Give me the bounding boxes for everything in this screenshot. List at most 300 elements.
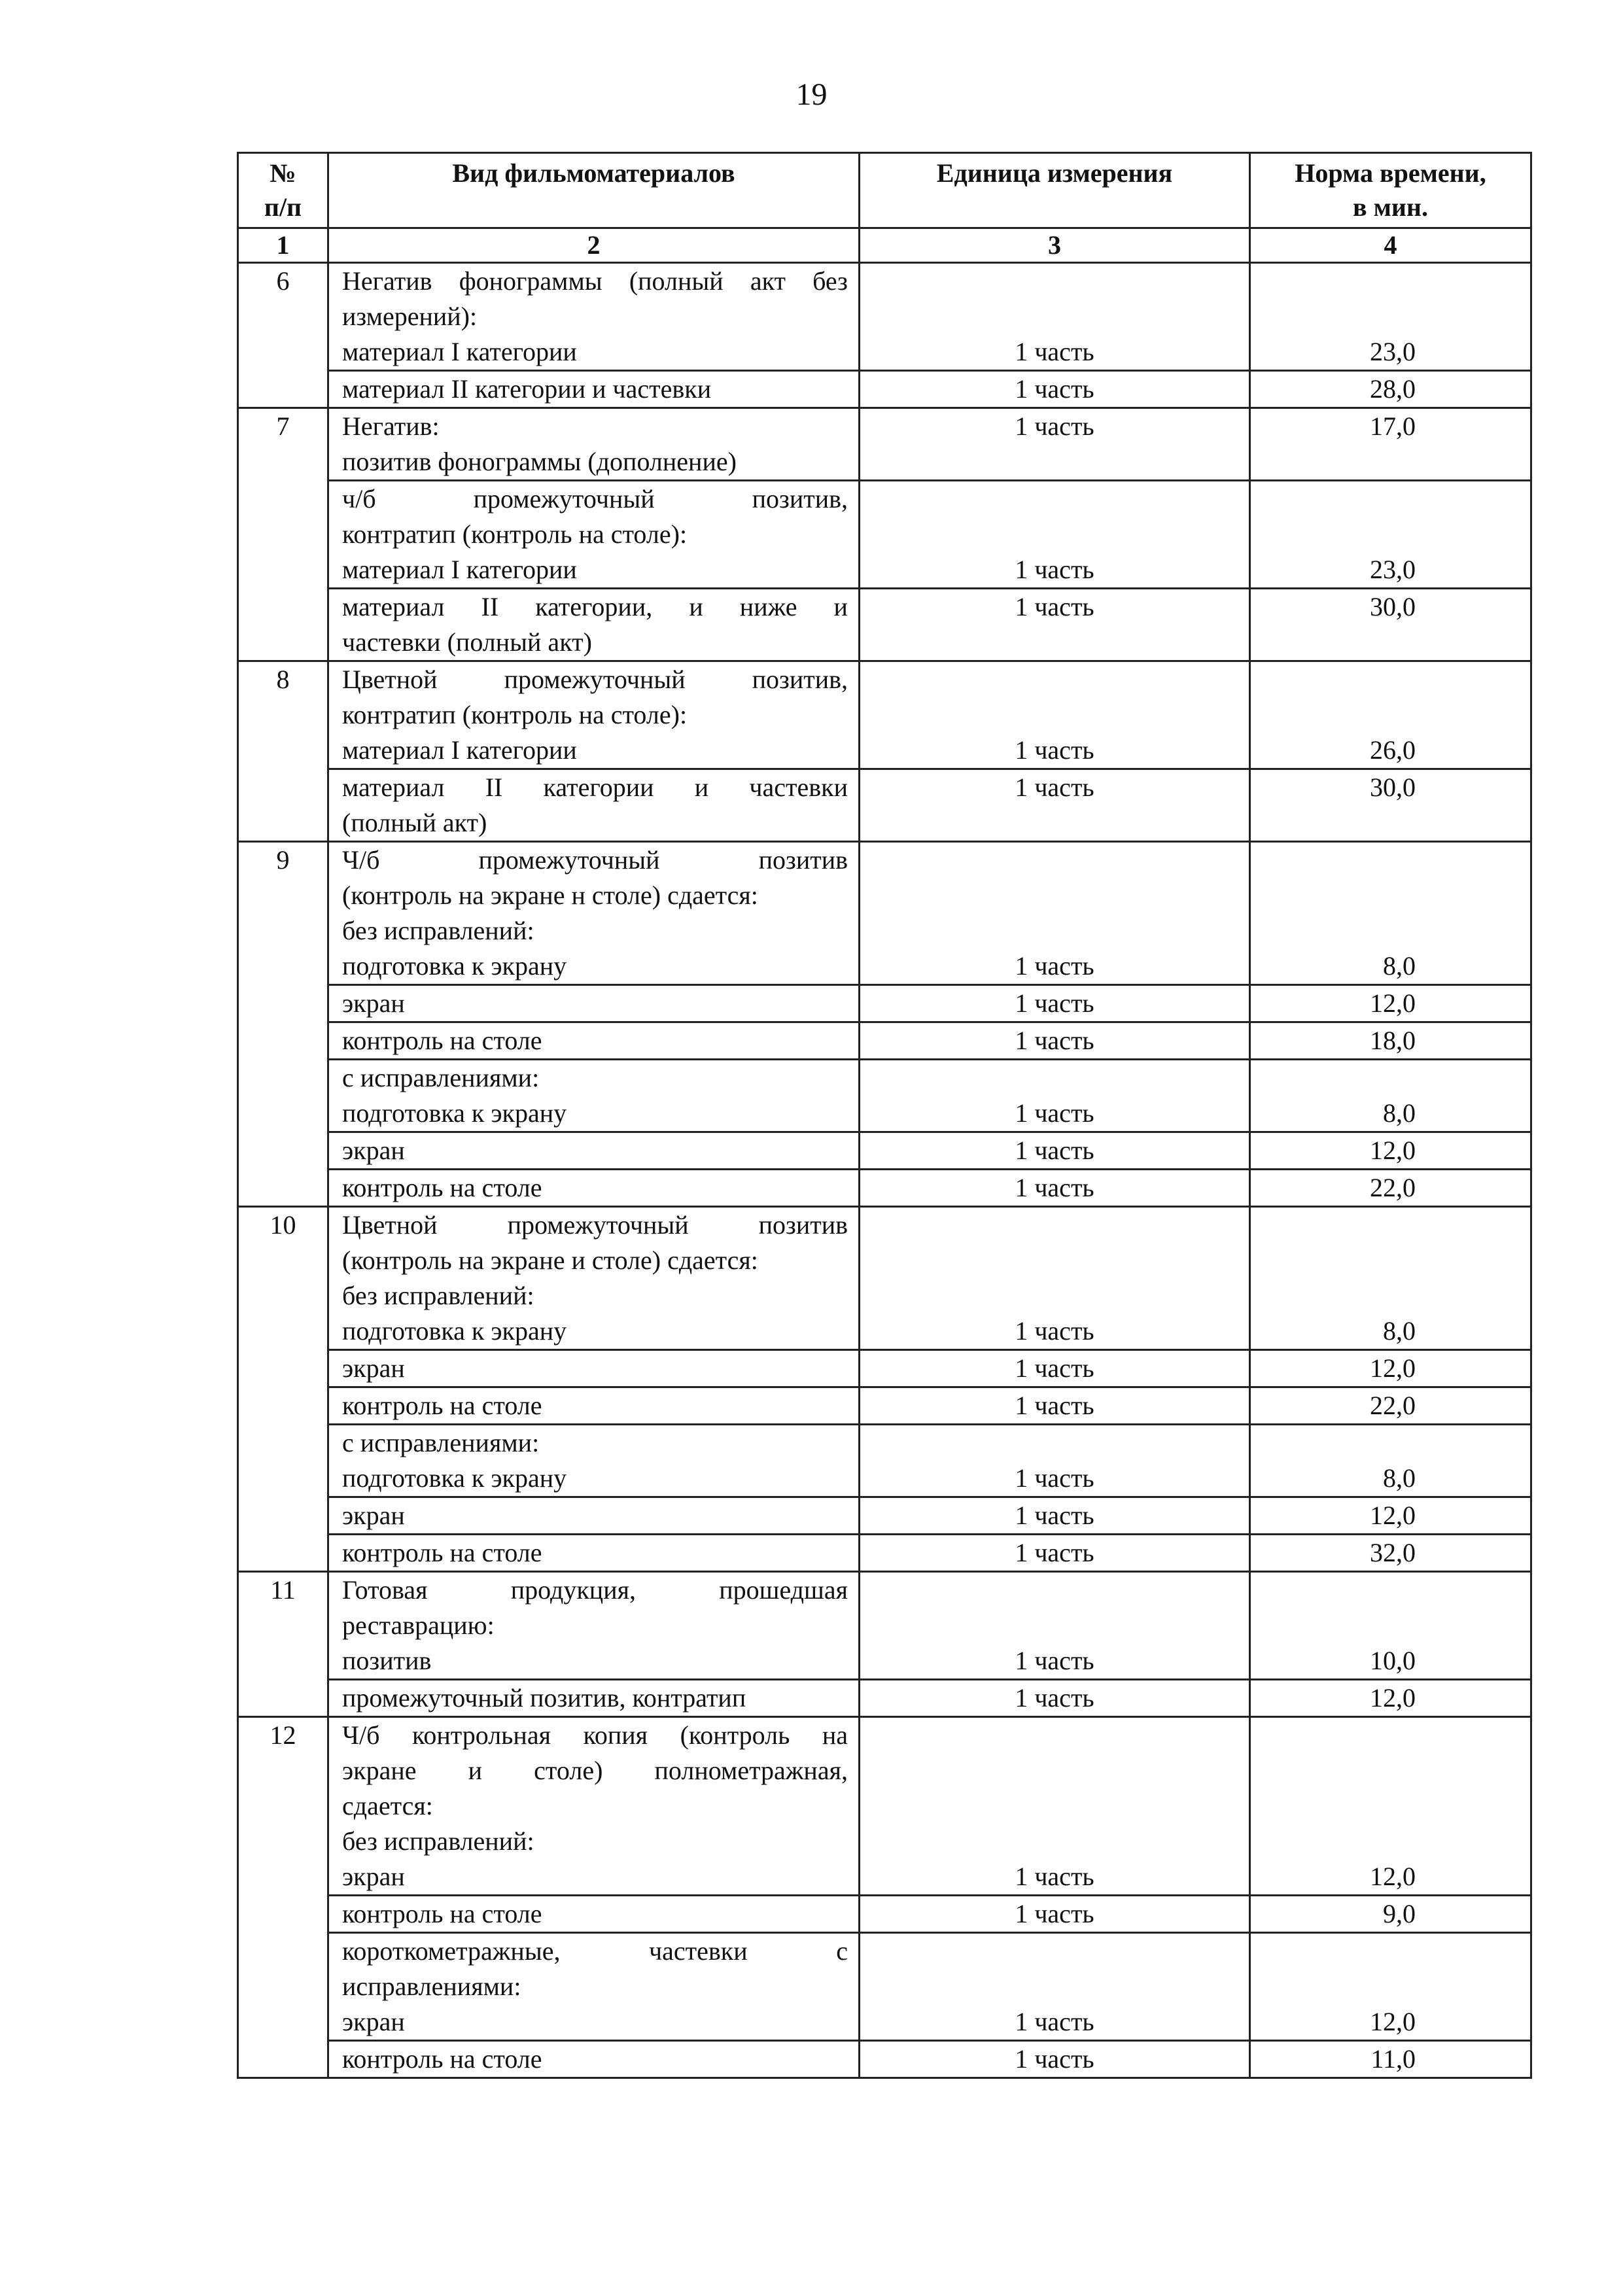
time-norm-spacer [1251,805,1530,841]
material-kind-line: подготовка к экрану [342,1463,567,1493]
unit-spacer [860,1243,1249,1278]
time-norm-cell [1250,371,1531,408]
material-kind-word: позитив [758,1210,848,1240]
time-norm-cell [1250,1896,1531,1933]
unit-cell [860,263,1250,371]
material-kind-cell [328,1170,860,1207]
table-row [238,1933,1531,2041]
material-kind-line [329,662,858,697]
header-norm-line2: в мин. [1353,192,1428,222]
material-kind-line: экран [342,1353,405,1383]
material-kind-line: с исправлениями: [342,1428,540,1457]
table-row [238,1896,1531,1933]
table-row [238,408,1531,481]
unit-spacer [860,299,1249,334]
unit-spacer [860,1208,1249,1243]
material-kind-cell [328,1350,860,1387]
unit-spacer [860,444,1249,479]
time-norm-value: 12,0 [1370,1501,1416,1530]
material-kind-line: измерений): [342,302,478,331]
table-body [238,228,1531,2078]
time-norm-spacer [1251,913,1530,948]
unit-value: 1 часть [1015,951,1094,981]
time-norm-spacer [1251,481,1530,517]
unit-cell [860,1425,1250,1497]
material-kind-line: контроль на столе [342,1538,542,1567]
table-row [238,1425,1531,1497]
time-norm-cell [1250,1933,1531,2041]
material-kind-word: позитив, [752,484,848,513]
material-kind-line: подготовка к экрану [342,951,567,981]
material-kind-line: (контроль на экране и столе) сдается: [342,1245,758,1275]
material-kind-word: II [485,773,503,802]
material-kind-cell [328,1497,860,1535]
column-number: 4 [1250,228,1531,263]
unit-spacer [860,1788,1249,1824]
time-norm-value: 22,0 [1370,1391,1416,1420]
material-kind-word: прошедшая [719,1575,848,1605]
material-kind-word: без [812,266,848,296]
table-row [238,1207,1531,1350]
time-norm-value: 10,0 [1370,1646,1416,1675]
material-kind-cell [328,1933,860,2041]
unit-value: 1 часть [1015,1316,1094,1346]
header-num [238,153,328,228]
unit-spacer [860,1060,1249,1096]
table-row [238,1022,1531,1060]
time-norm-cell [1250,842,1531,985]
material-kind-cell [328,408,860,481]
unit-cell [860,589,1250,661]
material-kind-word: категории, [535,592,653,621]
material-kind-word: продукция, [510,1575,637,1605]
material-kind-word: и [689,592,703,621]
unit-cell [860,1387,1250,1425]
time-norm-spacer [1251,517,1530,552]
table-row [238,1497,1531,1535]
material-kind-word: на [822,1720,848,1750]
material-kind-word: частевки [649,1936,748,1966]
material-kind-line: (контроль на экране н столе) сдается: [342,880,758,910]
material-kind-line: без исправлений: [342,1826,534,1856]
material-kind-line [329,770,858,805]
unit-cell [860,1933,1250,2041]
time-norm-value: 12,0 [1370,1683,1416,1713]
unit-value: 1 часть [1015,1173,1094,1202]
material-kind-word: промежуточный [478,845,660,875]
time-norm-value: 8,0 [1383,1463,1416,1493]
unit-spacer [860,1718,1249,1753]
material-kind-line [329,1573,858,1608]
unit-value: 1 часть [1015,1026,1094,1055]
material-kind-cell [328,1680,860,1717]
material-kind-cell [328,1572,860,1680]
unit-cell [860,1717,1250,1896]
material-kind-word: промежуточный [507,1210,689,1240]
material-kind-word: позитив, [752,665,848,694]
unit-cell [860,842,1250,985]
table-row [238,1535,1531,1572]
unit-spacer [860,1969,1249,2004]
table-row [238,2041,1531,2078]
table-row [238,1680,1531,1717]
unit-spacer [860,913,1249,948]
material-kind-word: акт [750,266,786,296]
material-kind-cell [328,481,860,589]
time-norm-value: 9,0 [1383,1899,1416,1928]
unit-cell [860,1535,1250,1572]
material-kind-line [329,589,858,625]
time-norm-spacer [1251,1278,1530,1313]
unit-spacer [860,1824,1249,1859]
table-row [238,769,1531,842]
material-kind-line: контроль на столе [342,2044,542,2074]
material-kind-word: (контроль [680,1720,790,1750]
time-norm-cell [1250,985,1531,1022]
time-norm-spacer [1251,1824,1530,1859]
material-kind-line: частевки (полный акт) [342,627,592,657]
time-norm-cell [1250,769,1531,842]
material-kind-word: частевки [749,773,848,802]
unit-cell [860,481,1250,589]
material-kind-word: экране [342,1756,417,1785]
header-unit: Единица измерения [860,153,1250,228]
time-norm-value: 12,0 [1370,2007,1416,2036]
material-kind-cell [328,661,860,769]
material-kind-line [329,1208,858,1243]
time-norm-cell [1250,408,1531,481]
material-kind-word: Ч/б [342,845,380,875]
time-norm-spacer [1251,1608,1530,1643]
material-kind-word: и [833,592,848,621]
material-kind-cell [328,1535,860,1572]
time-norm-cell [1250,1497,1531,1535]
header-norm [1250,153,1531,228]
header-num-line1: № [270,158,296,188]
unit-spacer [860,843,1249,878]
material-kind-line [329,843,858,878]
table-row [238,1060,1531,1132]
row-number: 6 [238,263,328,408]
material-kind-cell [328,263,860,371]
time-norm-spacer [1251,662,1530,697]
material-kind-word: с [836,1936,848,1966]
time-norm-value: 8,0 [1383,951,1416,981]
material-kind-cell [328,842,860,985]
material-kind-line: позитив [342,1646,432,1675]
material-kind-word: ч/б [342,484,376,513]
row-number: 8 [238,661,328,842]
unit-value: 1 часть [1015,592,1094,621]
row-number: 12 [238,1717,328,2078]
unit-spacer [860,517,1249,552]
time-norm-spacer [1251,264,1530,299]
material-kind-word: короткометражные, [342,1936,561,1966]
unit-cell [860,1170,1250,1207]
material-kind-line: контроль на столе [342,1391,542,1420]
unit-cell [860,1497,1250,1535]
time-norm-spacer [1251,1718,1530,1753]
unit-spacer [860,878,1249,913]
unit-value: 1 часть [1015,1501,1094,1530]
table-row [238,481,1531,589]
material-kind-cell [328,371,860,408]
material-kind-line [329,1753,858,1788]
table-row [238,589,1531,661]
page-number: 19 [795,77,828,112]
time-norm-cell [1250,589,1531,661]
unit-spacer [860,1278,1249,1313]
material-kind-line: контратип (контроль на столе): [342,519,688,549]
time-norm-spacer [1251,299,1530,334]
time-norm-value: 28,0 [1370,374,1416,404]
material-kind-word: материал [342,592,445,621]
time-norm-cell [1250,481,1531,589]
table-row [238,371,1531,408]
material-kind-line [329,264,858,299]
time-norm-cell [1250,1060,1531,1132]
unit-value: 1 часть [1015,2007,1094,2036]
unit-cell [860,985,1250,1022]
table-row [238,1717,1531,1896]
time-norm-cell [1250,263,1531,371]
material-kind-word: и [694,773,709,802]
material-kind-word: и [468,1756,483,1785]
time-norm-spacer [1251,1243,1530,1278]
unit-cell [860,408,1250,481]
material-kind-cell [328,1060,860,1132]
header-kind: Вид фильмоматериалов [328,153,860,228]
time-norm-spacer [1251,1934,1530,1969]
unit-spacer [860,264,1249,299]
unit-value: 1 часть [1015,1646,1094,1675]
table-row [238,1132,1531,1170]
material-kind-line: (полный акт) [342,808,487,837]
unit-cell [860,1207,1250,1350]
material-kind-word: Негатив [342,266,432,296]
unit-cell [860,1022,1250,1060]
time-norm-spacer [1251,878,1530,913]
material-kind-line: исправлениями: [342,1972,521,2001]
material-kind-line: контроль на столе [342,1899,542,1928]
material-kind-word: Цветной [342,665,438,694]
table-row [238,1572,1531,1680]
time-norm-cell [1250,1207,1531,1350]
time-norm-spacer [1251,697,1530,733]
time-norm-spacer [1251,1753,1530,1788]
time-norm-cell [1250,2041,1531,2078]
material-kind-line: материал I категории [342,735,577,765]
table-row [238,1350,1531,1387]
time-norm-spacer [1251,1425,1530,1461]
material-kind-line: экран [342,1136,405,1165]
row-number: 11 [238,1572,328,1717]
material-kind-line [329,1934,858,1969]
table-row [238,842,1531,985]
material-kind-line: сдается: [342,1791,433,1820]
time-norm-spacer [1251,843,1530,878]
unit-cell [860,661,1250,769]
material-kind-line: с исправлениями: [342,1063,540,1092]
column-number: 1 [238,228,328,263]
material-kind-line: подготовка к экрану [342,1316,567,1346]
material-kind-line: Негатив: [342,411,440,441]
material-kind-line [329,481,858,517]
material-kind-cell [328,1022,860,1060]
unit-spacer [860,1573,1249,1608]
material-kind-cell [328,769,860,842]
time-norm-spacer [1251,1208,1530,1243]
table-row [238,661,1531,769]
material-kind-word: II [481,592,499,621]
material-kind-word: копия [583,1720,648,1750]
unit-value: 1 часть [1015,1538,1094,1567]
time-norm-cell [1250,1387,1531,1425]
time-norm-cell [1250,661,1531,769]
material-kind-word: промежуточный [473,484,655,513]
table-row [238,1170,1531,1207]
material-kind-line: реставрацию: [342,1610,495,1640]
time-norm-value: 8,0 [1383,1098,1416,1128]
unit-cell [860,1572,1250,1680]
time-norm-value: 26,0 [1370,735,1416,765]
material-kind-cell [328,1387,860,1425]
material-kind-line: контроль на столе [342,1173,542,1202]
unit-value: 1 часть [1015,1391,1094,1420]
material-kind-word: столе) [534,1756,603,1785]
unit-spacer [860,481,1249,517]
material-kind-word: позитив [758,845,848,875]
unit-value: 1 часть [1015,374,1094,404]
unit-spacer [860,1934,1249,1969]
material-kind-word: ниже [739,592,797,621]
material-kind-line: контратип (контроль на столе): [342,700,688,729]
unit-spacer [860,805,1249,841]
time-norm-value: 23,0 [1370,555,1416,584]
unit-cell [860,1132,1250,1170]
row-number: 9 [238,842,328,1207]
unit-cell [860,1896,1250,1933]
time-norm-spacer [1251,444,1530,479]
time-norm-value: 11,0 [1370,2044,1416,2074]
material-kind-cell [328,1207,860,1350]
time-norm-value: 32,0 [1370,1538,1416,1567]
unit-value: 1 часть [1015,988,1094,1018]
material-kind-line: экран [342,2007,405,2036]
time-norm-cell [1250,1170,1531,1207]
time-norm-cell [1250,1132,1531,1170]
column-number: 2 [328,228,860,263]
material-kind-line: материал I категории [342,555,577,584]
time-norm-cell [1250,1572,1531,1680]
time-norm-cell [1250,1425,1531,1497]
material-kind-word: Ч/б [342,1720,380,1750]
material-kind-cell [328,1425,860,1497]
material-kind-cell [328,589,860,661]
material-kind-line: экран [342,988,405,1018]
time-norm-value: 12,0 [1370,988,1416,1018]
table-row [238,985,1531,1022]
table-row [238,1387,1531,1425]
time-norm-spacer [1251,1969,1530,2004]
material-kind-line: подготовка к экрану [342,1098,567,1128]
material-kind-line: без исправлений: [342,916,534,945]
unit-value: 1 часть [1015,337,1094,366]
material-kind-line: контроль на столе [342,1026,542,1055]
material-kind-line [329,1718,858,1753]
time-norm-cell [1250,1350,1531,1387]
table-row [238,263,1531,371]
unit-value: 1 часть [1015,773,1094,802]
unit-cell [860,1350,1250,1387]
material-kind-cell [328,1717,860,1896]
material-kind-word: Цветной [342,1210,438,1240]
material-kind-line: экран [342,1862,405,1891]
unit-value: 1 часть [1015,1136,1094,1165]
row-number: 7 [238,408,328,661]
time-norm-cell [1250,1535,1531,1572]
time-norm-cell [1250,1717,1531,1896]
unit-value: 1 часть [1015,1862,1094,1891]
material-kind-cell [328,1896,860,1933]
row-number: 10 [238,1207,328,1572]
time-norm-spacer [1251,625,1530,660]
material-kind-word: полнометражная, [654,1756,848,1785]
time-norm-value: 18,0 [1370,1026,1416,1055]
material-kind-word: Готовая [342,1575,428,1605]
unit-cell [860,1060,1250,1132]
time-norm-cell [1250,1680,1531,1717]
material-kind-word: категории [543,773,654,802]
header-norm-line1: Норма времени, [1295,158,1486,188]
material-kind-line: экран [342,1501,405,1530]
material-kind-cell [328,2041,860,2078]
time-norm-value: 8,0 [1383,1316,1416,1346]
unit-spacer [860,662,1249,697]
material-kind-line: материал I категории [342,337,577,366]
material-kind-line: позитив фонограммы (дополнение) [342,447,737,476]
time-norm-spacer [1251,1060,1530,1096]
material-kind-line: промежуточный позитив, контратип [342,1683,746,1713]
time-norm-spacer [1251,1573,1530,1608]
material-kind-word: контрольная [411,1720,551,1750]
unit-value: 1 часть [1015,1098,1094,1128]
material-kind-word: (полный [629,266,724,296]
time-norms-table [237,152,1532,2079]
unit-value: 1 часть [1015,1463,1094,1493]
unit-value: 1 часть [1015,1899,1094,1928]
column-number: 3 [860,228,1250,263]
time-norm-value: 17,0 [1370,411,1416,441]
time-norm-value: 22,0 [1370,1173,1416,1202]
material-kind-word: фонограммы [459,266,602,296]
unit-value: 1 часть [1015,735,1094,765]
unit-value: 1 часть [1015,1353,1094,1383]
unit-value: 1 часть [1015,1683,1094,1713]
time-norm-value: 12,0 [1370,1862,1416,1891]
header-num-line2: п/п [264,192,302,222]
unit-spacer [860,625,1249,660]
time-norm-spacer [1251,1788,1530,1824]
material-kind-cell [328,985,860,1022]
material-kind-line: материал II категории и частевки [342,374,712,404]
unit-spacer [860,1753,1249,1788]
unit-spacer [860,1425,1249,1461]
unit-cell [860,769,1250,842]
time-norm-value: 30,0 [1370,592,1416,621]
time-norm-value: 23,0 [1370,337,1416,366]
material-kind-line: без исправлений: [342,1281,534,1310]
